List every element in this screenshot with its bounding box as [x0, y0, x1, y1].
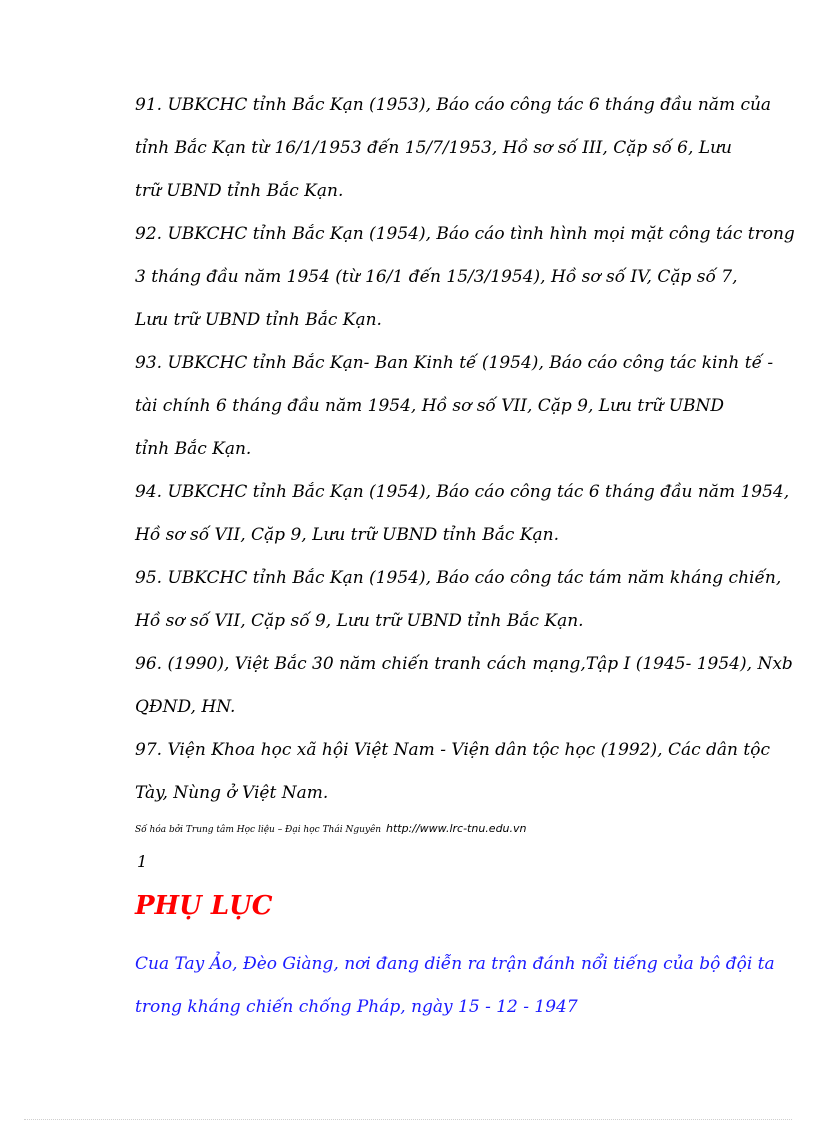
reference-line: 95. UBKCHC tỉnh Bắc Kạn (1954), Báo cáo công tác tám năm kháng chiến, — [135, 568, 782, 588]
reference-line: tài chính 6 tháng đầu năm 1954, Hồ sơ số VII, Cặp 9, Lưu trữ UBND — [135, 396, 725, 416]
reference-line: Tày, Nùng ở Việt Nam. — [135, 783, 329, 803]
digitization-note-text: Số hóa bởi Trung tâm Học liệu – Đại học Thái Nguyên — [135, 825, 382, 835]
reference-line: 92. UBKCHC tỉnh Bắc Kạn (1954), Báo cáo tình hình mọi mặt công tác trong — [135, 224, 795, 244]
caption-line: trong kháng chiến chống Pháp, ngày 15 - 12 - 1947 — [135, 997, 578, 1017]
reference-line: Hồ sơ số VII, Cặp 9, Lưu trữ UBND tỉnh Bắc Kạn. — [135, 525, 560, 545]
reference-item-93 — [135, 342, 774, 471]
appendix-caption — [135, 943, 775, 1029]
reference-line: 93. UBKCHC tỉnh Bắc Kạn- Ban Kinh tế (1954), Báo cáo công tác kinh tế - — [135, 353, 774, 373]
reference-line: 94. UBKCHC tỉnh Bắc Kạn (1954), Báo cáo công tác 6 tháng đầu năm 1954, — [135, 482, 790, 502]
reference-list — [135, 84, 795, 815]
digitization-note — [135, 822, 527, 835]
page-bottom-divider — [24, 1119, 792, 1120]
reference-item-91 — [135, 84, 772, 213]
source-url-link[interactable]: http://www.lrc-tnu.edu.vn — [385, 822, 527, 835]
reference-line: 97. Viện Khoa học xã hội Việt Nam - Viện dân tộc học (1992), Các dân tộc — [135, 740, 771, 760]
reference-line: 3 tháng đầu năm 1954 (từ 16/1 đến 15/3/1954), Hồ sơ số IV, Cặp số 7, — [135, 267, 738, 287]
reference-line: Lưu trữ UBND tỉnh Bắc Kạn. — [135, 310, 382, 330]
page-number: 1 — [137, 852, 148, 871]
reference-item-92 — [135, 213, 795, 342]
reference-item-95 — [135, 557, 782, 643]
reference-line: Hồ sơ số VII, Cặp số 9, Lưu trữ UBND tỉnh Bắc Kạn. — [135, 611, 584, 631]
reference-line: trữ UBND tỉnh Bắc Kạn. — [135, 181, 344, 201]
caption-line: Cua Tay Ảo, Đèo Giàng, nơi đang diễn ra trận đánh nổi tiếng của bộ đội ta — [135, 954, 775, 974]
reference-line: tỉnh Bắc Kạn từ 16/1/1953 đến 15/7/1953, Hồ sơ số III, Cặp số 6, Lưu — [135, 138, 732, 158]
reference-item-97 — [135, 729, 771, 815]
reference-line: 91. UBKCHC tỉnh Bắc Kạn (1953), Báo cáo công tác 6 tháng đầu năm của — [135, 95, 772, 115]
reference-item-96 — [135, 643, 793, 729]
reference-item-94 — [135, 471, 790, 557]
reference-line: QĐND, HN. — [135, 697, 236, 717]
appendix-title: PHỤ LỤC — [135, 891, 273, 921]
reference-line: 96. (1990), Việt Bắc 30 năm chiến tranh cách mạng,Tập I (1945- 1954), Nxb — [135, 654, 793, 674]
reference-line: tỉnh Bắc Kạn. — [135, 439, 252, 459]
